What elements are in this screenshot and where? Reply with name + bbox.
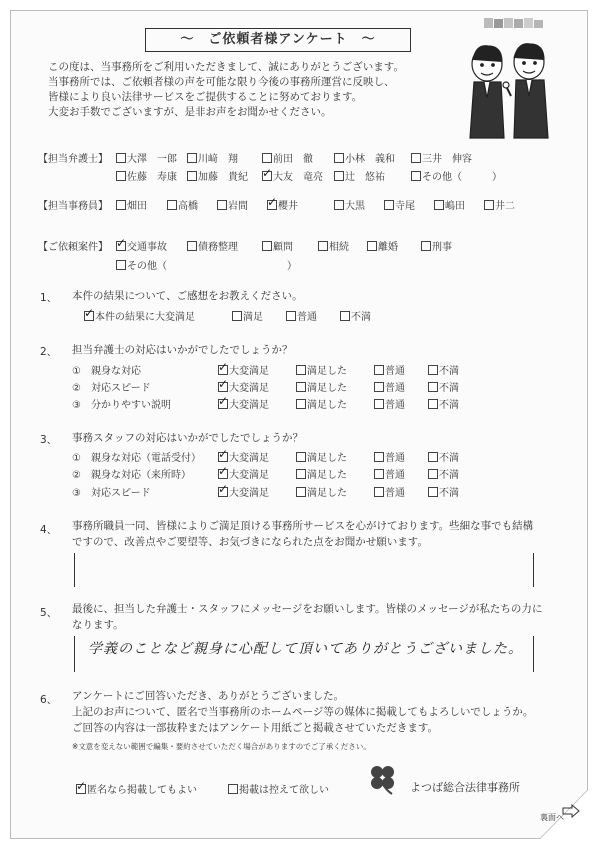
q1-text: 本件の結果について、ご感想をお教えください。 bbox=[72, 290, 303, 302]
q2-row-label: ① 親身な対応 bbox=[72, 366, 141, 377]
q3-row1-option[interactable]: 不満 bbox=[428, 449, 459, 464]
q3-row3-option[interactable]: 不満 bbox=[428, 484, 459, 499]
case-option[interactable]: 離婚 bbox=[367, 238, 398, 253]
firm-name: よつば総合法律事務所 bbox=[410, 781, 520, 794]
case-option[interactable]: 相続 bbox=[318, 238, 349, 253]
q2-row1-option-checked[interactable]: ✓ 大変満足 bbox=[218, 362, 269, 377]
q3-row-label: ① 親身な対応（電話受付） bbox=[72, 453, 201, 464]
lawyer-option[interactable]: その他（ ） bbox=[411, 168, 502, 183]
q6-text: アンケートにご回答いただき、ありがとうございました。 上記のお声について、匿名で当事務所のホームページ等の媒体に掲載してもよろしいでしょうか。 ご回答の内容は一部抜粋またはアンケート用紙ごと掲載させていただきます。 bbox=[72, 690, 534, 734]
q3-row-label: ③ 対応スピード bbox=[72, 488, 151, 499]
case-option-checked[interactable]: ✓ 交通事故 bbox=[116, 238, 167, 253]
lawyers-label: 【担当弁護士】 bbox=[38, 154, 108, 165]
staff-option[interactable]: 畑田 bbox=[116, 197, 147, 212]
lawyers-illustration-image bbox=[462, 38, 557, 144]
q2-row2-option[interactable]: 普通 bbox=[374, 379, 405, 394]
staff-option[interactable]: 岩間 bbox=[217, 197, 248, 212]
q3-row3-option[interactable]: 満足した bbox=[296, 484, 347, 499]
q3-row2-option[interactable]: 普通 bbox=[374, 466, 405, 481]
q3-number: 3、 bbox=[40, 434, 58, 446]
lawyer-option[interactable]: 佐藤 寿康 bbox=[116, 168, 177, 183]
cases-label: 【ご依頼案件】 bbox=[38, 242, 108, 253]
case-option[interactable]: 刑事 bbox=[421, 238, 452, 253]
q3-row1-option[interactable]: 普通 bbox=[374, 449, 405, 464]
staff-option[interactable]: 高橋 bbox=[167, 197, 198, 212]
q1-option[interactable]: 普通 bbox=[286, 308, 317, 323]
q6-note: ※文意を変えない範囲で編集・要約させていただく場合がありますのでご了承ください。 bbox=[72, 742, 371, 751]
redacted-id bbox=[484, 14, 544, 26]
q2-row3-option[interactable]: 満足した bbox=[296, 396, 347, 411]
q3-row2-option[interactable]: 不満 bbox=[428, 466, 459, 481]
q6-number: 6、 bbox=[40, 694, 58, 706]
q2-row2-option-checked[interactable]: ✓ 大変満足 bbox=[218, 379, 269, 394]
lawyer-option[interactable]: 辻 悠祐 bbox=[334, 168, 385, 183]
q3-row1-option-checked[interactable]: ✓ 大変満足 bbox=[218, 449, 269, 464]
q2-number: 2、 bbox=[40, 346, 58, 358]
staff-option[interactable]: 寺尾 bbox=[384, 197, 415, 212]
q1-option[interactable]: 満足 bbox=[232, 308, 263, 323]
q2-row-label: ③ 分かりやすい説明 bbox=[72, 400, 171, 411]
lawyer-option[interactable]: 大澤 一郎 bbox=[116, 150, 177, 165]
q2-row1-option[interactable]: 普通 bbox=[374, 362, 405, 377]
lawyer-option[interactable]: 前田 徹 bbox=[262, 150, 313, 165]
page-title: ～ ご依頼者様アンケート ～ bbox=[145, 28, 411, 52]
staff-option[interactable]: 大黒 bbox=[334, 197, 365, 212]
q1-number: 1、 bbox=[40, 292, 58, 304]
case-option[interactable]: 顧問 bbox=[262, 238, 293, 253]
case-option[interactable]: 債務整理 bbox=[187, 238, 238, 253]
q2-row-label: ② 対応スピード bbox=[72, 383, 151, 394]
lawyer-option[interactable]: 小林 義和 bbox=[334, 150, 395, 165]
q2-row3-option-checked[interactable]: ✓ 大変満足 bbox=[218, 396, 269, 411]
q4-number: 4、 bbox=[40, 524, 58, 536]
q4-answer-box[interactable] bbox=[74, 553, 534, 587]
arrow-right-icon bbox=[562, 803, 580, 822]
q2-row2-option[interactable]: 満足した bbox=[296, 379, 347, 394]
staff-option-checked[interactable]: ✓ 櫻井 bbox=[267, 197, 298, 212]
q3-text: 事務スタッフの対応はいかがでしたでしょうか？ bbox=[72, 432, 303, 444]
q2-text: 担当弁護士の対応はいかがでしたでしょうか？ bbox=[72, 344, 293, 356]
q3-row-label: ② 親身な対応（来所時） bbox=[72, 470, 191, 481]
staff-option[interactable]: 嶋田 bbox=[434, 197, 465, 212]
q4-text: 事務所職員一同、皆様によりご満足頂ける事務所サービスを心がけております。些細な事でも結構 ですので、改善点やご要望等、お気づきになられた点をお聞かせ願います。 bbox=[72, 520, 534, 548]
q2-row3-option[interactable]: 普通 bbox=[374, 396, 405, 411]
case-option-other[interactable]: その他（ ） bbox=[116, 257, 297, 272]
lawyer-option-checked[interactable]: ✓ 大友 竜亮 bbox=[262, 168, 323, 183]
clover-logo-icon bbox=[366, 762, 400, 796]
q2-row1-option[interactable]: 不満 bbox=[428, 362, 459, 377]
q2-row2-option[interactable]: 不満 bbox=[428, 379, 459, 394]
q5-text: 最後に、担当した弁護士・スタッフにメッセージをお願いします。皆様のメッセージが私たちの力に なります。 bbox=[72, 603, 543, 631]
greeting-text: この度は、当事務所をご利用いただきまして、誠にありがとうございます。 当事務所では、ご依頼者様の声を可能な限り今後の事務所運営に反映し、 皆様により良い法律サービスをご提供することに努めております。 大変お手数でございますが、是非お声をお聞かせください。 bbox=[48, 61, 404, 118]
q3-row3-option[interactable]: 普通 bbox=[374, 484, 405, 499]
q1-option[interactable]: 不満 bbox=[340, 308, 371, 323]
next-page-label: 裏面へ bbox=[540, 813, 564, 822]
q3-row3-option-checked[interactable]: ✓ 大変満足 bbox=[218, 484, 269, 499]
lawyer-option[interactable]: 三井 伸容 bbox=[411, 150, 472, 165]
q2-row3-option[interactable]: 不満 bbox=[428, 396, 459, 411]
q5-number: 5、 bbox=[40, 607, 58, 619]
q6-option[interactable]: 掲載は控えて欲しい bbox=[228, 781, 329, 796]
q3-row2-option-checked[interactable]: ✓ 大変満足 bbox=[218, 466, 269, 481]
lawyer-option[interactable]: 加藤 貴紀 bbox=[187, 168, 248, 183]
q3-row1-option[interactable]: 満足した bbox=[296, 449, 347, 464]
q5-handwritten-answer: 学義のことなど親身に心配して頂いてありがとうございました。 bbox=[88, 641, 523, 657]
q3-row2-option[interactable]: 満足した bbox=[296, 466, 347, 481]
q2-row1-option[interactable]: 満足した bbox=[296, 362, 347, 377]
lawyer-option[interactable]: 川﨑 翔 bbox=[187, 150, 238, 165]
q1-option-checked[interactable]: ✓本件の結果に大変満足 bbox=[84, 308, 195, 323]
staff-label: 【担当事務員】 bbox=[38, 201, 108, 212]
q6-option-checked[interactable]: ✓匿名なら掲載してもよい bbox=[76, 781, 197, 796]
staff-option[interactable]: 井二 bbox=[484, 197, 515, 212]
